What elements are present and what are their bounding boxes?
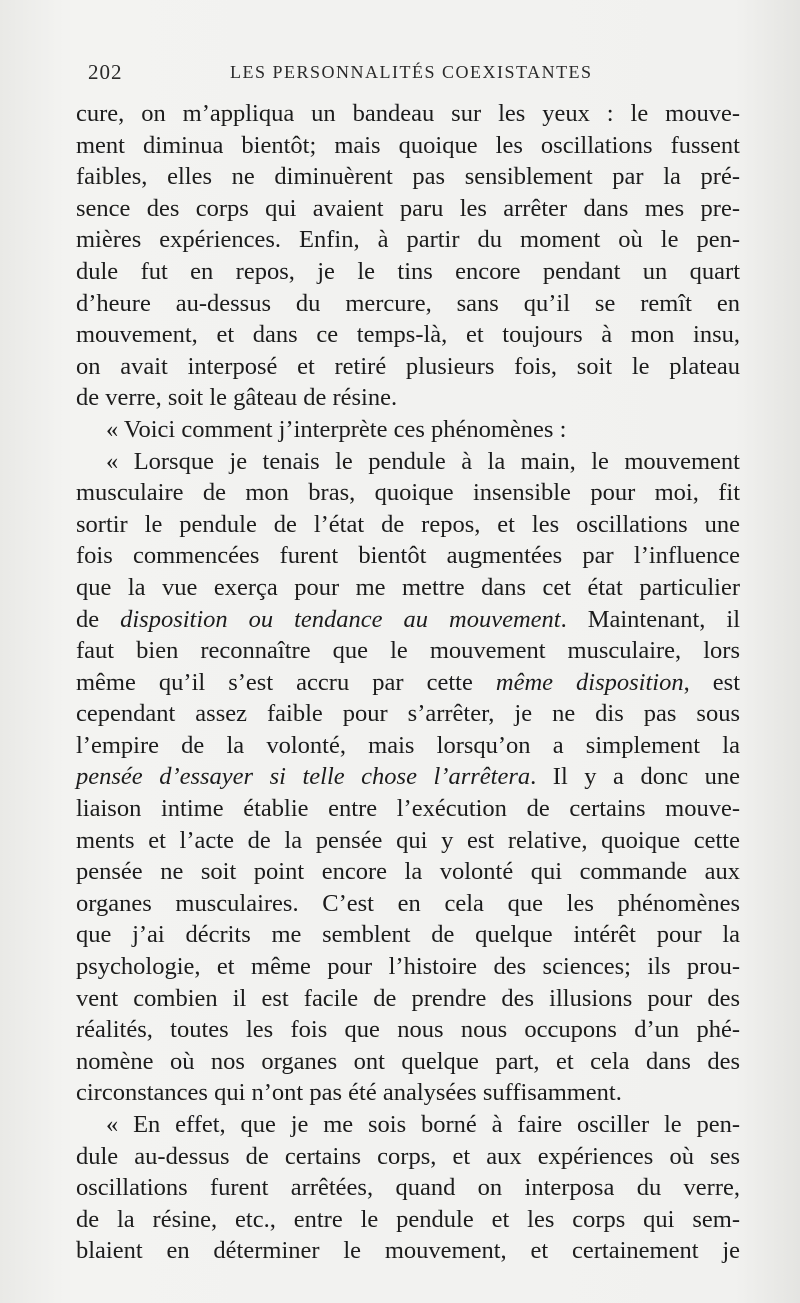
text-line: fois commencées furent bientôt augmentées par l’influence (76, 542, 740, 570)
text-line: ments et l’acte de la pensée qui y est relative, quoique cette (76, 826, 740, 854)
text-line (76, 761, 740, 793)
text-line: « Lorsque je tenais le pendule à la main, le mouvement (106, 447, 740, 475)
text-line: que la vue exerça pour me mettre dans cet état particulier (76, 573, 740, 601)
text-line: liaison intime établie entre l’exécution de certains mouve- (76, 795, 740, 823)
text-line: psychologie, et même pour l’histoire des sciences; ils prou- (76, 953, 740, 981)
text-line (76, 604, 740, 636)
text-line: « En effet, que je me sois borné à faire osciller le pen- (106, 1111, 740, 1138)
text-line: blaient en déterminer le mouvement, et certainement je (76, 1237, 740, 1265)
page-header (88, 60, 728, 90)
italic-text: disposition ou tendance au mouvement (120, 605, 561, 633)
text-line: ment diminua bientôt; mais quoique les oscillations fussent (76, 131, 740, 159)
text-line: dule au-dessus de certains corps, et aux expériences où ses (76, 1142, 740, 1170)
body-text (76, 98, 740, 1267)
italic-text: pensée d’essayer si telle chose l’arrêtera (76, 763, 531, 791)
text-segment: , est (683, 668, 740, 696)
text-line: sortir le pendule de l’état de repos, et les oscillations une (76, 510, 740, 538)
text-line: l’empire de la volonté, mais lorsqu’on a simplement la (76, 731, 740, 759)
text-line: oscillations furent arrêtées, quand on interposa du verre, (76, 1174, 740, 1202)
text-line: on avait interposé et retiré plusieurs fois, soit le plateau (76, 352, 740, 380)
text-line: de verre, soit le gâteau de résine. (76, 384, 398, 412)
text-line: nomène où nos organes ont quelque part, et cela dans des (76, 1047, 740, 1075)
text-segment: même qu’il s’est accru par cette (76, 668, 496, 696)
italic-text: même disposition (495, 668, 684, 696)
text-line: dule fut en repos, je le tins encore pendant un quart (76, 257, 740, 285)
text-segment: de (76, 605, 121, 633)
text-line: faut bien reconnaître que le mouvement musculaire, lors (76, 637, 740, 665)
text-line: d’heure au-dessus du mercure, sans qu’il se remît en (76, 289, 740, 317)
text-line: cependant assez faible pour s’arrêter, je ne dis pas sous (76, 700, 740, 728)
text-line (76, 667, 740, 699)
page-number: 202 (88, 60, 123, 84)
text-line: que j’ai décrits me semblent de quelque intérêt pour la (76, 921, 740, 949)
text-line: « Voici comment j’interprète ces phénomènes : (106, 415, 567, 443)
text-line: faibles, elles ne diminuèrent pas sensiblement par la pré- (76, 163, 740, 191)
text-line: réalités, toutes les fois que nous nous occupons d’un phé- (76, 1016, 740, 1044)
text-line: cure, on m’appliqua un bandeau sur les yeux : le mouve- (76, 100, 740, 127)
text-line: musculaire de mon bras, quoique insensible pour moi, fit (76, 479, 740, 507)
text-line: sence des corps qui avaient paru les arrêter dans mes pre- (76, 194, 740, 222)
text-line: organes musculaires. C’est en cela que les phénomènes (76, 889, 740, 917)
text-segment: . Il y a donc une (530, 763, 740, 791)
text-line: pensée ne soit point encore la volonté qui commande aux (76, 858, 740, 886)
text-line: mières expériences. Enfin, à partir du moment où le pen- (76, 226, 740, 254)
text-line: circonstances qui n’ont pas été analysées suffisamment. (76, 1079, 622, 1107)
text-line: vent combien il est facile de prendre des illusions pour des (76, 984, 740, 1012)
text-segment: . Maintenant, il (560, 605, 740, 633)
text-line: mouvement, et dans ce temps-là, et toujours à mon insu, (76, 321, 740, 349)
running-title: LES PERSONNALITÉS COEXISTANTES (230, 62, 593, 82)
text-line: de la résine, etc., entre le pendule et les corps qui sem- (76, 1205, 740, 1233)
